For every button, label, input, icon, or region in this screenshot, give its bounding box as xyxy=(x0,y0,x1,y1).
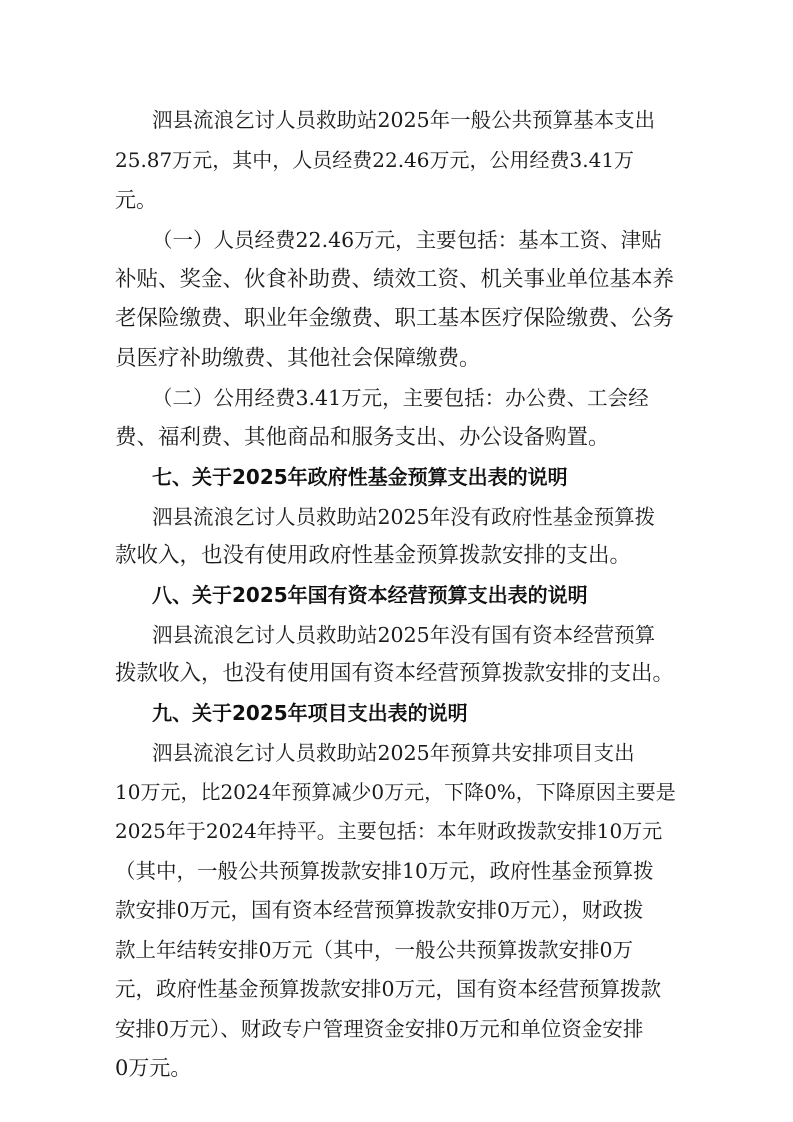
section7-line-1: 泗县流浪乞讨人员救助站2025年没有政府性基金预算拨 xyxy=(152,505,656,529)
para1-line-2: 25.87万元，其中，人员经费22.46万元，公用经费3.41万 xyxy=(115,148,635,172)
para1-line-3: 元。 xyxy=(115,188,157,212)
para3-line-1: （二）公用经费3.41万元，主要包括：办公费、工会经 xyxy=(152,386,649,410)
para3-line-2: 费、福利费、其他商品和服务支出、办公设备购置。 xyxy=(115,425,610,450)
section8-line-1: 泗县流浪乞讨人员救助站2025年没有国有资本经营预算 xyxy=(152,623,656,647)
section9-line-9: 0万元。 xyxy=(115,1056,192,1080)
section7-heading: 七、关于2025年政府性基金预算支出表的说明 xyxy=(152,465,568,489)
section9-line-5: 款安排0万元，国有资本经营预算拨款安排0万元），财政拨 xyxy=(115,898,644,922)
section7-line-2: 款收入，也没有使用政府性基金预算拨款安排的支出。 xyxy=(115,543,632,568)
para2-line-2: 补贴、奖金、伙食补助费、绩效工资、机关事业单位基本养 xyxy=(115,267,675,292)
section9-line-8: 安排0万元）、财政专户管理资金安排0万元和单位资金安排 xyxy=(115,1017,644,1041)
section9-line-2: 10万元，比2024年预算减少0万元，下降0%，下降原因主要是 xyxy=(115,780,676,804)
para1-line-1: 泗县流浪乞讨人员救助站2025年一般公共预算基本支出 xyxy=(152,108,656,132)
section8-line-2: 拨款收入，也没有使用国有资本经营预算拨款安排的支出。 xyxy=(115,661,675,686)
section8-heading: 八、关于2025年国有资本经营预算支出表的说明 xyxy=(152,583,588,607)
section9-line-1: 泗县流浪乞讨人员救助站2025年预算共安排项目支出 xyxy=(152,741,635,765)
section9-line-7: 元，政府性基金预算拨款安排0万元，国有资本经营预算拨款 xyxy=(115,977,662,1001)
section9-heading: 九、关于2025年项目支出表的说明 xyxy=(152,701,468,725)
para2-line-4: 员医疗补助缴费、其他社会保障缴费。 xyxy=(115,346,481,371)
para2-line-3: 老保险缴费、职业年金缴费、职工基本医疗保险缴费、公务 xyxy=(115,306,675,331)
para2-line-1: （一）人员经费22.46万元，主要包括：基本工资、津贴 xyxy=(152,228,662,252)
section9-line-6: 款上年结转安排0万元（其中，一般公共预算拨款安排0万 xyxy=(115,938,634,962)
section9-line-3: 2025年于2024年持平。主要包括：本年财政拨款安排10万元 xyxy=(115,819,663,843)
section9-line-4: （其中，一般公共预算拨款安排10万元，政府性基金预算拨 xyxy=(115,859,654,883)
